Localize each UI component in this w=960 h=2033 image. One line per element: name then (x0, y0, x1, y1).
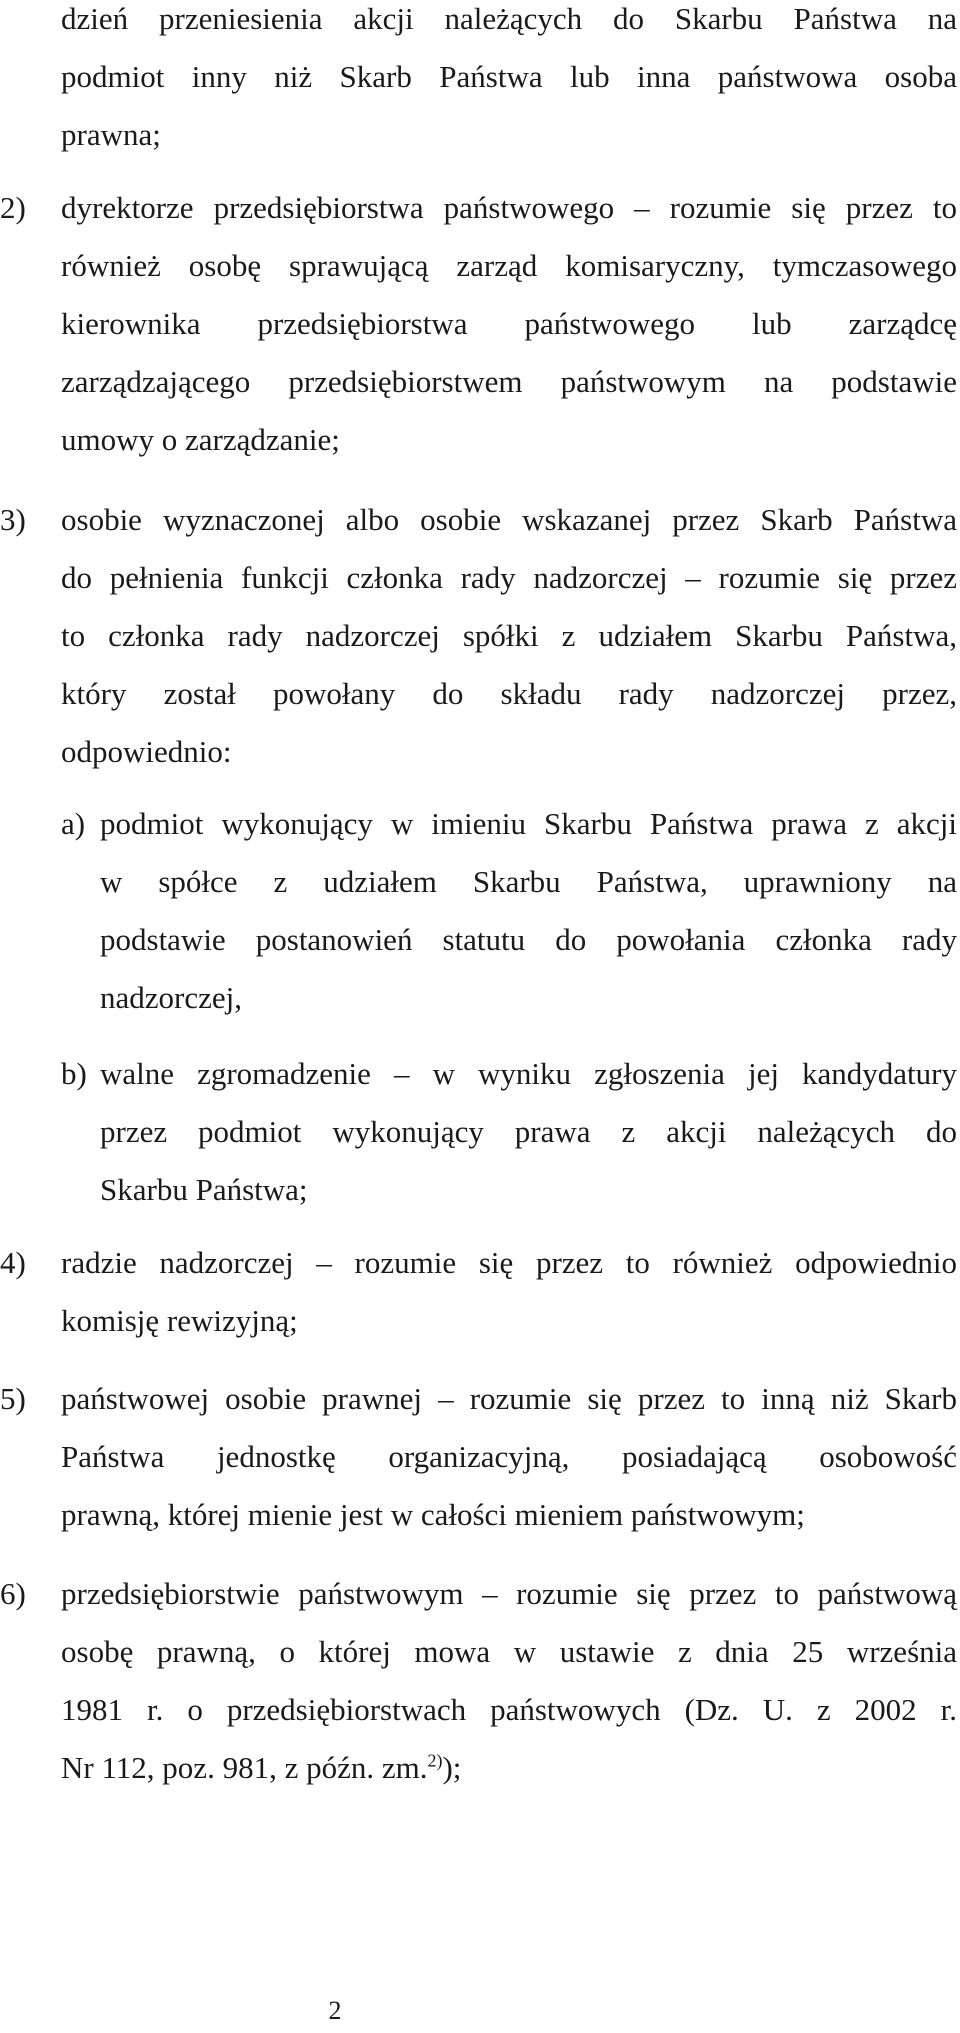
text-line: Skarbu Państwa; (100, 1172, 308, 1207)
text-line: podmiot inny niż Skarb Państwa lub inna państwowa osoba (61, 59, 957, 94)
sub-item-text (100, 795, 957, 1027)
text-line: odpowiednio: (61, 734, 232, 769)
item-text (61, 491, 957, 781)
text-line: radzie nadzorczej – rozumie się przez to również odpowiednio (61, 1245, 957, 1280)
text-line: zarządzającego przedsiębiorstwem państwowym na podstawie (61, 364, 957, 399)
citation-tail: ); (442, 1750, 462, 1785)
text-line: przedsiębiorstwie państwowym – rozumie się przez to państwową (61, 1576, 957, 1611)
item-text (61, 1370, 957, 1544)
item-number: 2) (0, 190, 26, 225)
item-text (61, 1565, 957, 1797)
sub-item-text (100, 1045, 957, 1219)
text-line: państwowej osobie prawnej – rozumie się przez to inną niż Skarb (61, 1381, 957, 1416)
citation-text: Nr 112, poz. 981, z późn. zm. (61, 1750, 428, 1785)
text-line: walne zgromadzenie – w wyniku zgłoszenia jej kandydatury (100, 1056, 957, 1091)
text-line: dyrektorze przedsiębiorstwa państwowego – rozumie się przez to (61, 190, 957, 225)
text-line: który został powołany do składu rady nadzorczej przez, (61, 676, 957, 711)
text-line: podmiot wykonujący w imieniu Skarbu Państwa prawa z akcji (100, 806, 957, 841)
footnote-reference[interactable]: 2) (427, 1750, 443, 1771)
text-line: do pełnienia funkcji członka rady nadzorczej – rozumie się przez (61, 560, 957, 595)
text-line: to członka rady nadzorczej spółki z udziałem Skarbu Państwa, (61, 618, 957, 653)
text-line: osobie wyznaczonej albo osobie wskazanej przez Skarb Państwa (61, 502, 957, 537)
item-text (61, 179, 957, 469)
item-number: 3) (0, 502, 26, 537)
text-line: w spółce z udziałem Skarbu Państwa, uprawniony na (100, 864, 957, 899)
text-line: przez podmiot wykonujący prawa z akcji należących do (100, 1114, 957, 1149)
item-text (61, 1234, 957, 1350)
sub-item-label: a) (61, 806, 86, 841)
text-line: 1981 r. o przedsiębiorstwach państwowych (Dz. U. z 2002 r. (61, 1692, 957, 1727)
text-line: podstawie postanowień statutu do powołania członka rady (100, 922, 957, 957)
text-line: kierownika przedsiębiorstwa państwowego lub zarządcę (61, 306, 957, 341)
item-number: 5) (0, 1381, 26, 1416)
page-number: 2 (328, 1996, 342, 2025)
text-line: prawna; (61, 117, 161, 152)
item-number: 6) (0, 1576, 26, 1611)
text-line: dzień przeniesienia akcji należących do Skarbu Państwa na (61, 1, 957, 36)
text-line-last (61, 1739, 957, 1797)
text-line: nadzorczej, (100, 980, 242, 1015)
text-line: osobę prawną, o której mowa w ustawie z dnia 25 września (61, 1634, 957, 1669)
item-number: 4) (0, 1245, 26, 1280)
intro-paragraph (61, 0, 957, 164)
text-line: również osobę sprawującą zarząd komisaryczny, tymczasowego (61, 248, 957, 283)
text-line: prawną, której mienie jest w całości mieniem państwowym; (61, 1497, 805, 1532)
text-line: Państwa jednostkę organizacyjną, posiadającą osobowość (61, 1439, 957, 1474)
text-line: umowy o zarządzanie; (61, 422, 340, 457)
text-line: komisję rewizyjną; (61, 1303, 298, 1338)
sub-item-label: b) (61, 1056, 87, 1091)
